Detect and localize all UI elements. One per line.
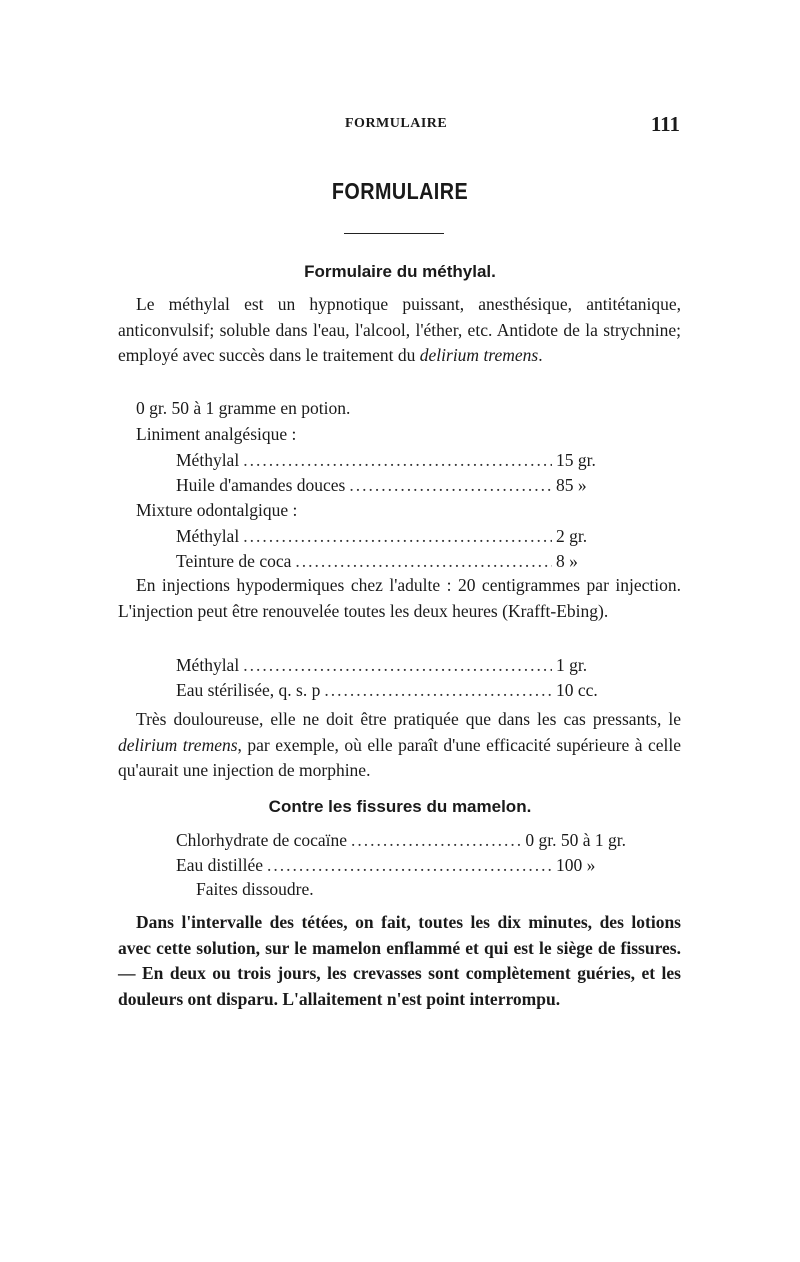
ingredient-name: Eau stérilisée, q. s. p <box>176 680 321 700</box>
intro-text: Le méthylal est un hypnotique puissant, anesthésique, antitétanique, anticonvulsif; soluble dans l'eau, l'alcool, l'éther, etc. Antidote de la strychnine; employé avec succès dans le traitement du <box>118 294 681 365</box>
ingredient-qty: 100 » <box>556 855 596 875</box>
running-head <box>0 112 800 140</box>
injection-item <box>176 680 626 705</box>
leader-dots <box>243 655 552 676</box>
ingredient-name: Eau distillée <box>176 855 263 875</box>
fissure-item <box>176 855 626 880</box>
liniment-label: Liniment analgésique : <box>136 424 297 444</box>
ingredient-name: Huile d'amandes douces <box>176 475 346 495</box>
instruction-line: Faites dissoudre. <box>196 879 314 899</box>
ingredient-qty: 2 gr. <box>556 526 588 546</box>
leader-dots <box>243 450 552 471</box>
running-title: FORMULAIRE <box>345 116 448 131</box>
leader-dots <box>324 680 552 701</box>
section-title-fissures: Contre les fissures du mamelon. <box>268 797 532 816</box>
page-title: FORMULAIRE <box>331 178 469 204</box>
intro-italic: delirium tremens <box>419 345 539 365</box>
fissure-item <box>176 830 626 855</box>
ingredient-name: Méthylal <box>176 655 240 675</box>
methylal-intro <box>118 292 681 369</box>
intro-end: . <box>538 345 543 365</box>
pain-text: Très douloureuse, elle ne doit être pratiquée que dans les cas pressants, le <box>136 709 681 729</box>
dose-line: 0 gr. 50 à 1 gramme en potion. <box>136 398 351 418</box>
mixture-item <box>176 526 626 551</box>
ingredient-qty: 0 gr. 50 à 1 gr. <box>525 830 626 850</box>
page-number: 111 <box>650 112 680 136</box>
liniment-item <box>176 475 626 500</box>
injection-paragraph: En injections hypodermiques chez l'adulte : 20 centigrammes par injection. L'injection peut être renouvelée toutes les deux heures (Krafft-Ebing). <box>118 575 681 621</box>
ingredient-name: Méthylal <box>176 450 240 470</box>
mixture-label: Mixture odontalgique : <box>136 500 298 520</box>
ingredient-qty: 8 » <box>556 551 578 571</box>
pain-italic: delirium tremens <box>118 734 238 755</box>
leader-dots <box>243 526 552 547</box>
leader-dots <box>267 855 552 876</box>
ingredient-qty: 85 » <box>556 475 587 495</box>
liniment-item <box>176 450 626 475</box>
ingredient-qty: 1 gr. <box>556 655 588 675</box>
pain-end: , par exemple, où elle paraît d'une efficacité supérieure à celle qu'aurait une injection de morphine. <box>118 734 681 780</box>
ingredient-qty: 15 gr. <box>556 450 596 470</box>
ingredient-name: Teinture de coca <box>176 551 292 571</box>
leader-dots <box>349 475 552 496</box>
title-divider <box>344 233 444 234</box>
leader-dots <box>351 830 521 851</box>
injection-item <box>176 655 626 680</box>
section-title-methylal: Formulaire du méthylal. <box>304 262 496 281</box>
ingredient-name: Chlorhydrate de cocaïne <box>176 830 348 850</box>
ingredient-name: Méthylal <box>176 526 240 546</box>
pain-paragraph <box>118 707 681 784</box>
leader-dots <box>295 551 552 572</box>
fissures-paragraph: Dans l'intervalle des tétées, on fait, toutes les dix minutes, des lotions avec cette solution, sur le mamelon enflammé et qui est le siège de fissures. — En deux ou trois jours, les crevasses sont complètement guéries, et les douleurs ont disparu. L'allaitement n'est point interrompu. <box>118 912 681 1009</box>
ingredient-qty: 10 cc. <box>556 680 598 700</box>
